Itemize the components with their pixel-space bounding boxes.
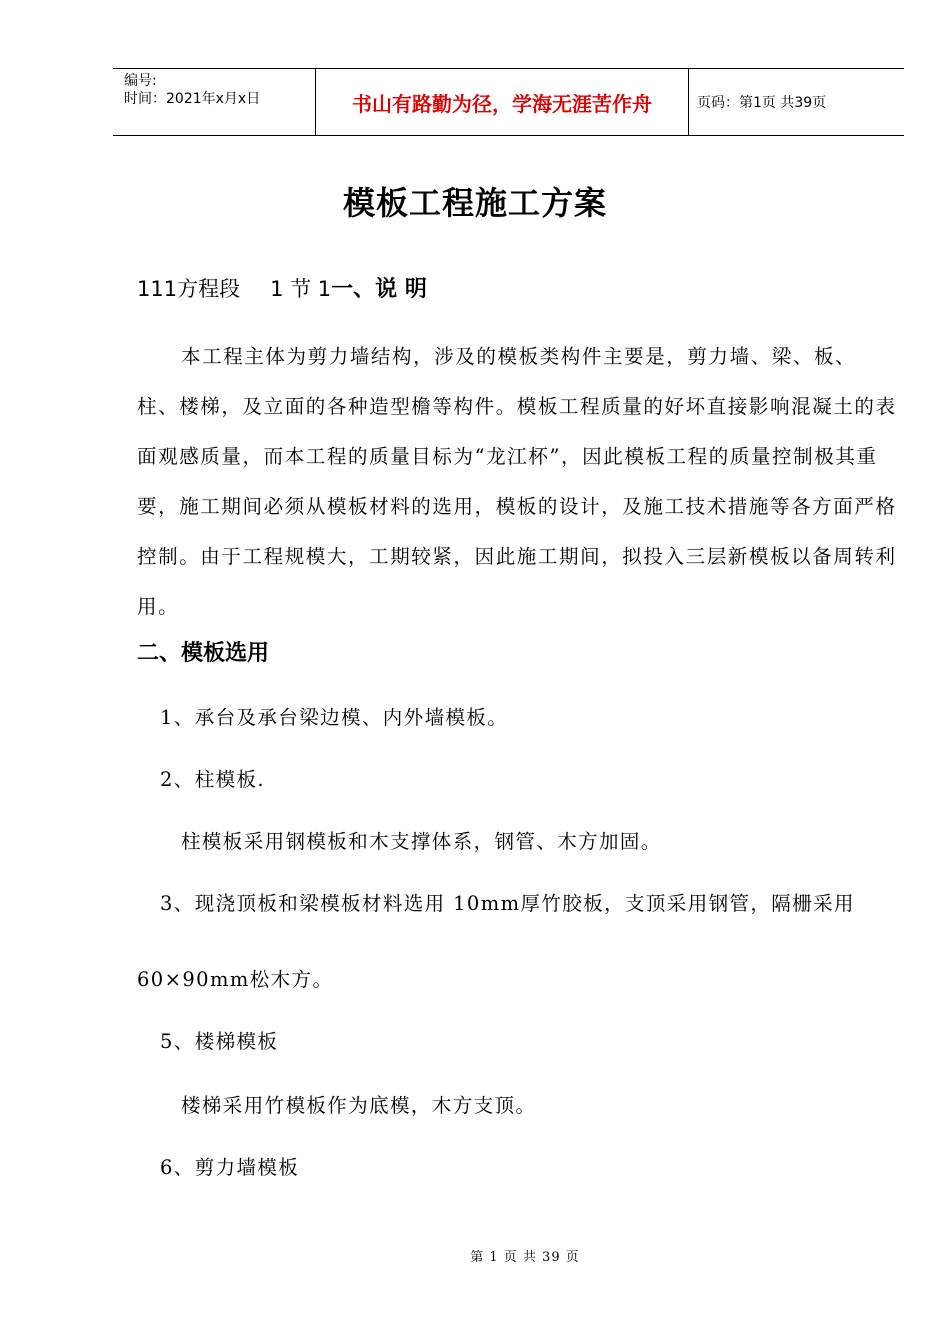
section-prefix: 111方程段 (137, 277, 241, 301)
list-item: 60×90mm松木方。 (137, 968, 334, 991)
header-right-cell (689, 69, 904, 135)
section-heading-2: 二、模板选用 (137, 641, 270, 666)
header-motto-cell (315, 69, 689, 135)
list-item: 5、楼梯模板 (160, 1030, 279, 1053)
section-heading-1 (137, 272, 427, 303)
list-item: 柱模板采用钢模板和木支撑体系，钢管、木方加固。 (181, 830, 662, 853)
document-title: 模板工程施工方案 (342, 184, 607, 222)
number-label: 编号: (124, 73, 157, 89)
page-footer (0, 1246, 950, 1265)
motto-text: 书山有路勤为径，学海无涯苦作舟 (352, 91, 652, 116)
intro-paragraph: 本工程主体为剪力墙结构，涉及的模板类构件主要是，剪力墙、梁、板、柱、楼梯，及立面的各种造型檐等构件。模板工程质量的好坏直接影响混凝土的表面观感质量，而本工程的质量目标为“龙江杯”，因此模板工程的质量控制极其重要，施工期间必须从模板材料的选用，模板的设计，及施工技术措施等各方面严格控制。由于工程规模大，工期较紧，因此施工期间，拟投入三层新模板以备周转利用。 (137, 345, 897, 618)
page-header (113, 68, 904, 136)
section-title-1: 一、说 明 (331, 277, 427, 302)
header-left-cell (113, 69, 315, 135)
list-item: 6、剪力墙模板 (160, 1156, 300, 1179)
list-item: 1、承台及承台梁边模、内外墙模板。 (160, 706, 509, 729)
page-info: 页码：第1页 共39页 (697, 95, 827, 111)
list-item: 3、现浇顶板和梁模板材料选用 10mm厚竹胶板，支顶采用钢管，隔栅采用 (160, 892, 855, 915)
list-item: 2、柱模板. (160, 768, 266, 791)
footer-page-number: 第 1 页 共 39 页 (470, 1250, 580, 1265)
list-item: 楼梯采用竹模板作为底模，木方支顶。 (181, 1094, 537, 1117)
section-prefix-2: 1 节 1 (270, 277, 332, 301)
time-label: 时间：2021年x月x日 (124, 91, 261, 107)
